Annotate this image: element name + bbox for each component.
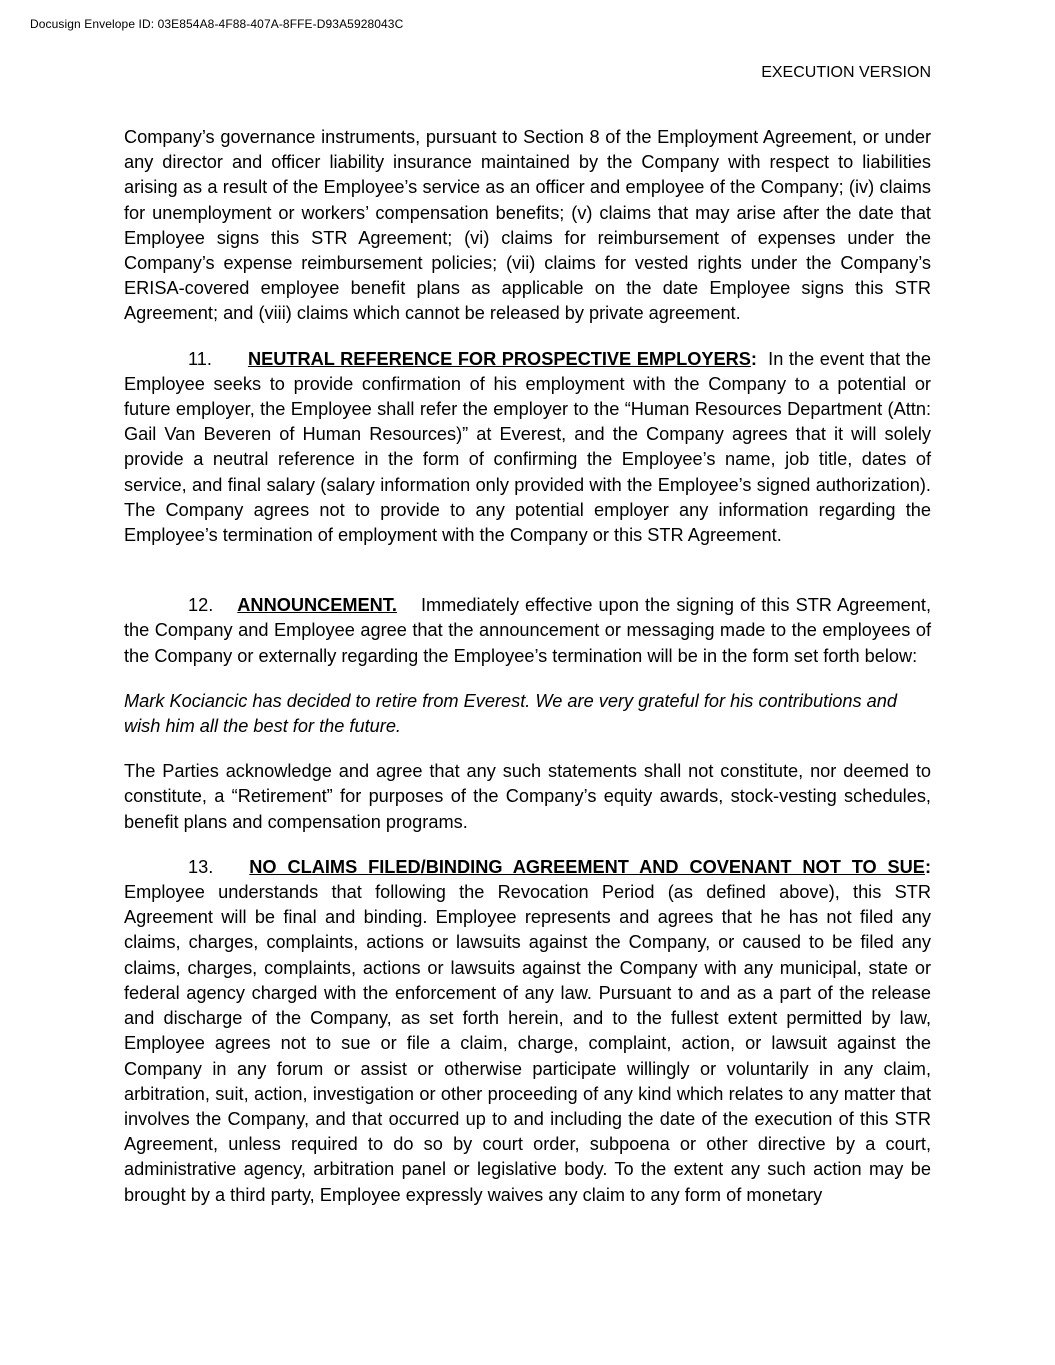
section-12-heading: ANNOUNCEMENT. [237, 595, 397, 616]
section-13-heading: NO CLAIMS FILED/BINDING AGREEMENT AND COVENANT NOT TO SUE [249, 856, 925, 877]
section-11-number: 11. [188, 348, 212, 369]
parties-acknowledgement: The Parties acknowledge and agree that any such statements shall not constitute, nor deemed to constitute, a “Retirement” for purposes of the Company’s equity awards, stock-vesting schedules, benefit plans and compensation programs. [124, 761, 931, 832]
announcement-quote: Mark Kociancic has decided to retire from Everest. We are very grateful for his contributions and wish him all the best for the future. [124, 690, 897, 737]
paragraph-continued: Company’s governance instruments, pursuant to Section 8 of the Employment Agreement, or under any director and officer liability insurance maintained by the Company with respect to liabilities arising as a result of the Employee’s service as an officer and employee of the Company; (iv) claims for unemployment or workers’ compensation benefits; (v) claims that may arise after the date that Employee signs this STR Agreement; (vi) claims for reimbursement of expenses under the Company’s expense reimbursement policies; (vii) claims for vested rights under the Company’s ERISA-covered employee benefit plans as applicable on the date Employee signs this STR Agreement; and (viii) claims which cannot be released by private agreement. [124, 127, 931, 324]
section-13 [124, 855, 931, 1208]
section-12-number: 12. [188, 595, 214, 616]
section-11-heading-suffix: : [750, 348, 757, 369]
section-11-heading: NEUTRAL REFERENCE FOR PROSPECTIVE EMPLOYERS [247, 348, 751, 369]
section-11 [124, 347, 931, 549]
section-13-heading-suffix: : [924, 856, 931, 877]
section-12-text: Immediately effective upon the signing of this STR Agreement, the Company and Employee agree that the announcement or messaging made to the employees of the Company or externally regarding the Employee’s termination will be in the form set forth below: [124, 595, 931, 666]
section-12 [124, 593, 931, 669]
section-11-text: In the event that the Employee seeks to provide confirmation of his employment with the Company to a potential or future employer, the Employee shall refer the employer to the “Human Resources Department (Attn: Gail Van Beveren of Human Resources)” at Everest, and the Company agrees that it will solely provide a neutral reference in the form of confirming the Employee’s name, job title, dates of service, and final salary (salary information only provided with the Employee’s signed authorization). The Company agrees not to provide to any potential employer any information regarding the Employee’s termination of employment with the Company or this STR Agreement. [124, 348, 931, 546]
envelope-id: Docusign Envelope ID: 03E854A8-4F88-407A-8FFE-D93A5928043C [30, 17, 404, 31]
document-body [124, 125, 931, 1208]
version-label: EXECUTION VERSION [761, 64, 931, 81]
section-13-text: Employee understands that following the Revocation Period (as defined above), this STR Agreement will be final and binding. Employee represents and agrees that he has not filed any claims, charges, complaints, actions or lawsuits against the Company, or caused to be filed any claims, charges, complaints, actions or lawsuits against the Company with any municipal, state or federal agency charged with the enforcement of any law. Pursuant to and as a part of the release and discharge of the Company, as set forth herein, and to the fullest extent permitted by law, Employee agrees not to sue or file a claim, charge, complaint, action, or lawsuit against the Company in any forum or assist or otherwise participate willingly or voluntarily in any claim, arbitration, suit, action, investigation or other proceeding of any kind which relates to any matter that involves the Company, and that occurred up to and including the date of the execution of this STR Agreement, unless required to do so by court order, subpoena or other directive by a court, administrative agency, arbitration panel or legislative body. To the extent any such action may be brought by a third party, Employee expressly waives any claim to any form of monetary [124, 882, 931, 1205]
section-13-number: 13. [188, 856, 214, 877]
